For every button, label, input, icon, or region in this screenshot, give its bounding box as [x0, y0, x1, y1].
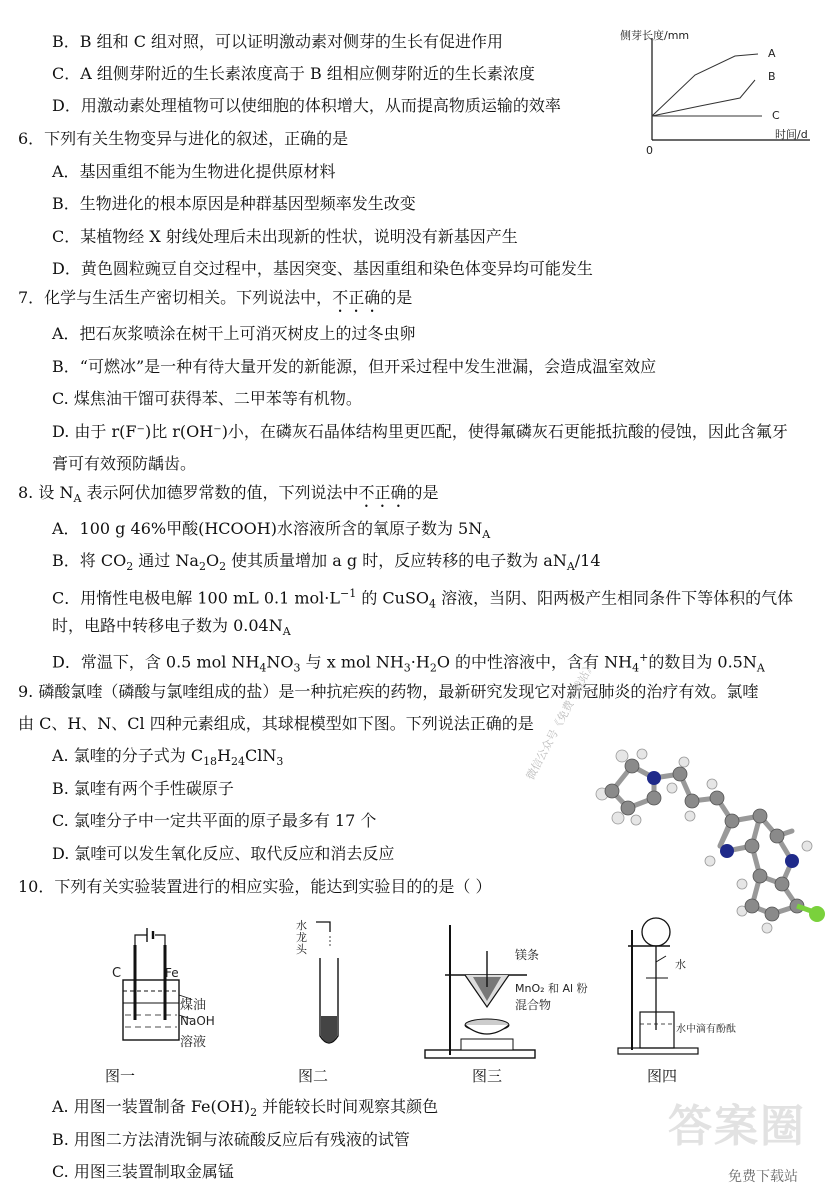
growth-graph: [640, 28, 820, 168]
nitrogen-atom: [720, 844, 734, 858]
fig2-tap-char: 头: [296, 943, 307, 956]
fig1-label-solution: 溶液: [180, 1035, 207, 1050]
q9a-t2: H: [217, 746, 232, 765]
q8b-t4: 使其质量增加 a g 时，反应转移的电子数为 aN: [226, 551, 567, 570]
q8b-s4: A: [566, 560, 575, 574]
q8-option-a: [52, 518, 490, 546]
q8d-s1: 4: [259, 661, 267, 675]
q8d-sup: +: [639, 651, 649, 664]
q9-option-b: B. 氯喹有两个手性碳原子: [52, 779, 234, 798]
q9a-s1: 18: [203, 755, 218, 769]
q7-stem-pre: 7．化学与生活生产密切相关。下列说法中，: [18, 288, 333, 307]
q6-option-a: A．基因重组不能为生物进化提供原材料: [52, 162, 336, 181]
q8b-s2: 2: [198, 560, 206, 574]
figure-4-apparatus: [610, 910, 710, 1060]
question-9-stem-line2: 由 C、H、N、Cl 四种元素组成，其球棍模型如下图。下列说法正确的是: [18, 714, 534, 733]
nitrogen-atom: [785, 854, 799, 868]
question-9-stem-line1: 9. 磷酸氯喹（磷酸与氯喹组成的盐）是一种抗疟疾的药物，最新研究发现它对新冠肺炎的治疗有效。氯喹: [18, 682, 759, 701]
q8c-t2: 的 CuSO: [356, 588, 430, 608]
q7-option-a: A．把石灰浆喷涂在树干上可消灭树皮上的过冬虫卵: [52, 324, 416, 343]
q8d-t4: ·H: [410, 652, 430, 672]
q7-emphasis: 不正确: [332, 288, 381, 307]
figure-2-test-tube: [310, 918, 350, 1058]
figure-1-caption: 图一: [105, 1067, 136, 1085]
q9a-t1: A. 氯喹的分子式为 C: [52, 746, 204, 765]
q9a-s2: 24: [231, 755, 246, 769]
graph-origin: 0: [646, 144, 653, 157]
q8c-t3: 溶液，当阴、阳两极产生相同条件下等体积的气体: [436, 588, 794, 608]
q8c-t1: C．用惰性电极电解 100 mL 0.1 mol·L: [52, 588, 341, 608]
q10-option-c: C. 用图三装置制取金属锰: [52, 1162, 234, 1181]
q8b-t2: 通过 Na: [133, 551, 199, 570]
q9a-s3: 3: [276, 755, 284, 769]
figure-4-caption: 图四: [647, 1067, 678, 1085]
q8c2-text: 时，电路中转移电子数为 0.04N: [52, 616, 283, 635]
q6-option-c: C．某植物经 X 射线处理后未出现新的性状，说明没有新基因产生: [52, 227, 518, 246]
fig2-tap-char: 水: [296, 919, 307, 932]
q9-option-c: C. 氯喹分子中一定共平面的原子最多有 17 个: [52, 811, 377, 830]
q8d-t3: 与 x mol NH: [300, 652, 404, 672]
q10a-sub: 2: [250, 1106, 258, 1120]
q7-option-d-line2: 膏可有效预防龋齿。: [52, 454, 197, 473]
watermark-logo: 答案圈: [668, 1101, 806, 1152]
q8d-t2: NO: [266, 652, 294, 672]
q9-option-d: D. 氯喹可以发生氧化反应、取代反应和消去反应: [52, 844, 395, 863]
q8b-s1: 2: [126, 560, 134, 574]
question-8-stem: [18, 482, 439, 511]
fig1-label-fe: Fe: [165, 966, 179, 980]
q8b-t5: /14: [574, 551, 601, 570]
q10-option-a: [52, 1096, 438, 1124]
figure-2-caption: 图二: [298, 1067, 329, 1085]
fig2-tap-label: [296, 920, 308, 956]
fig3-label-mix2: 混合物: [515, 998, 552, 1012]
fig3-label-mix1: MnO₂ 和 Al 粉: [515, 982, 588, 995]
q7-option-d-line1: D. 由于 r(F⁻)比 r(OH⁻)小，在磷灰石晶体结构里更匹配，使得氟磷灰石更能抵抗酸的侵蚀，因此含氟牙: [52, 422, 788, 441]
q8d-t1: D．常温下，含 0.5 mol NH: [52, 652, 260, 672]
q8-emphasis: 不正确: [358, 483, 407, 502]
q10a-t1: A. 用图一装置制备 Fe(OH): [52, 1097, 251, 1116]
series-label-a: A: [768, 47, 776, 60]
fig4-label-water: 水: [675, 958, 686, 971]
q8-option-d: [52, 647, 765, 680]
series-label-c: C: [772, 109, 780, 122]
q8b-t3: O: [205, 551, 220, 570]
question-10-stem: 10．下列有关实验装置进行的相应实验，能达到实验目的的是（ ）: [18, 877, 492, 896]
q8d-s4: 2: [429, 661, 437, 675]
fig1-label-c: C: [112, 966, 122, 981]
q10-option-b: B. 用图二方法清洗铜与浓硫酸反应后有残液的试管: [52, 1130, 410, 1149]
curve-b: [652, 80, 755, 116]
q8-option-c-line2: [52, 615, 291, 643]
q8c-sub: 4: [429, 597, 437, 611]
chloroquine-ball-stick-model: [592, 736, 832, 936]
q8-sub: A: [73, 492, 82, 506]
fig1-label-naoh: NaOH: [180, 1014, 215, 1028]
q8-stem-pre: 8. 设 N: [18, 483, 74, 502]
q10a-t2: 并能较长时间观察其颜色: [257, 1097, 439, 1116]
series-label-b: B: [768, 70, 776, 83]
q7-option-c: C. 煤焦油干馏可获得苯、二甲苯等有机物。: [52, 389, 362, 408]
q7-option-b: B．“可燃冰”是一种有待大量开发的新能源，但开采过程中发生泄漏，会造成温室效应: [52, 357, 657, 376]
q8d-s6: A: [756, 661, 765, 675]
q8-stem-mid: 表示阿伏加德罗常数的值，下列说法中: [81, 483, 359, 502]
curve-a: [652, 54, 758, 116]
q8d-t5: O 的中性溶液中，含有 NH: [436, 652, 633, 672]
q6-option-b: B．生物进化的根本原因是种群基因型频率发生改变: [52, 194, 416, 213]
q8d-s2: 3: [293, 661, 301, 675]
q8d-t6: 的数目为 0.5N: [648, 652, 757, 672]
q9-option-a: [52, 745, 283, 773]
watermark-text: 微信公众号《免费下载站》: [523, 659, 598, 783]
fig2-tap-char: 龙: [296, 931, 307, 944]
q8-option-b: [52, 550, 601, 578]
q8c-sup: −1: [340, 587, 357, 600]
question-7-stem: [18, 287, 412, 316]
fig4-label-phenol: 水中滴有酚酞: [676, 1024, 736, 1035]
q8d-s3: 3: [403, 661, 411, 675]
q8a-sub: A: [482, 528, 491, 542]
q6-option-d: D．黄色圆粒豌豆自交过程中，基因突变、基因重组和染色体变异均可能发生: [52, 259, 593, 278]
q5-option-d: D．用激动素处理植物可以使细胞的体积增大，从而提高物质运输的效率: [52, 96, 561, 115]
q8a-text: A．100 g 46%甲酸(HCOOH)水溶液所含的氧原子数为 5N: [52, 519, 483, 538]
q5-option-c: C．A 组侧芽附近的生长素浓度高于 B 组相应侧芽附近的生长素浓度: [52, 64, 535, 83]
question-6-stem: 6．下列有关生物变异与进化的叙述，正确的是: [18, 129, 349, 148]
q7-stem-post: 的是: [380, 288, 413, 307]
fig1-label-oil: 煤油: [180, 998, 207, 1013]
graph-y-label: 侧芽长度/mm: [620, 29, 690, 42]
fig3-label-mg: 镁条: [515, 948, 540, 962]
q5-option-b: B．B 组和 C 组对照，可以证明激动素对侧芽的生长有促进作用: [52, 32, 504, 51]
graph-x-label: 时间/d: [775, 128, 808, 141]
q8b-s3: 2: [219, 560, 227, 574]
q8-option-c-line1: [52, 583, 793, 616]
q8c2-sub: A: [282, 625, 291, 639]
q8-stem-post: 的是: [406, 483, 439, 502]
watermark-logo-small: 免费下载站: [728, 1169, 798, 1185]
chlorine-atom: [809, 906, 825, 922]
figure-3-caption: 图三: [472, 1067, 503, 1085]
q9a-t3: ClN: [245, 746, 277, 765]
nitrogen-atom: [647, 771, 661, 785]
q8d-s5: 4: [632, 661, 640, 675]
q8b-t1: B．将 CO: [52, 551, 127, 570]
